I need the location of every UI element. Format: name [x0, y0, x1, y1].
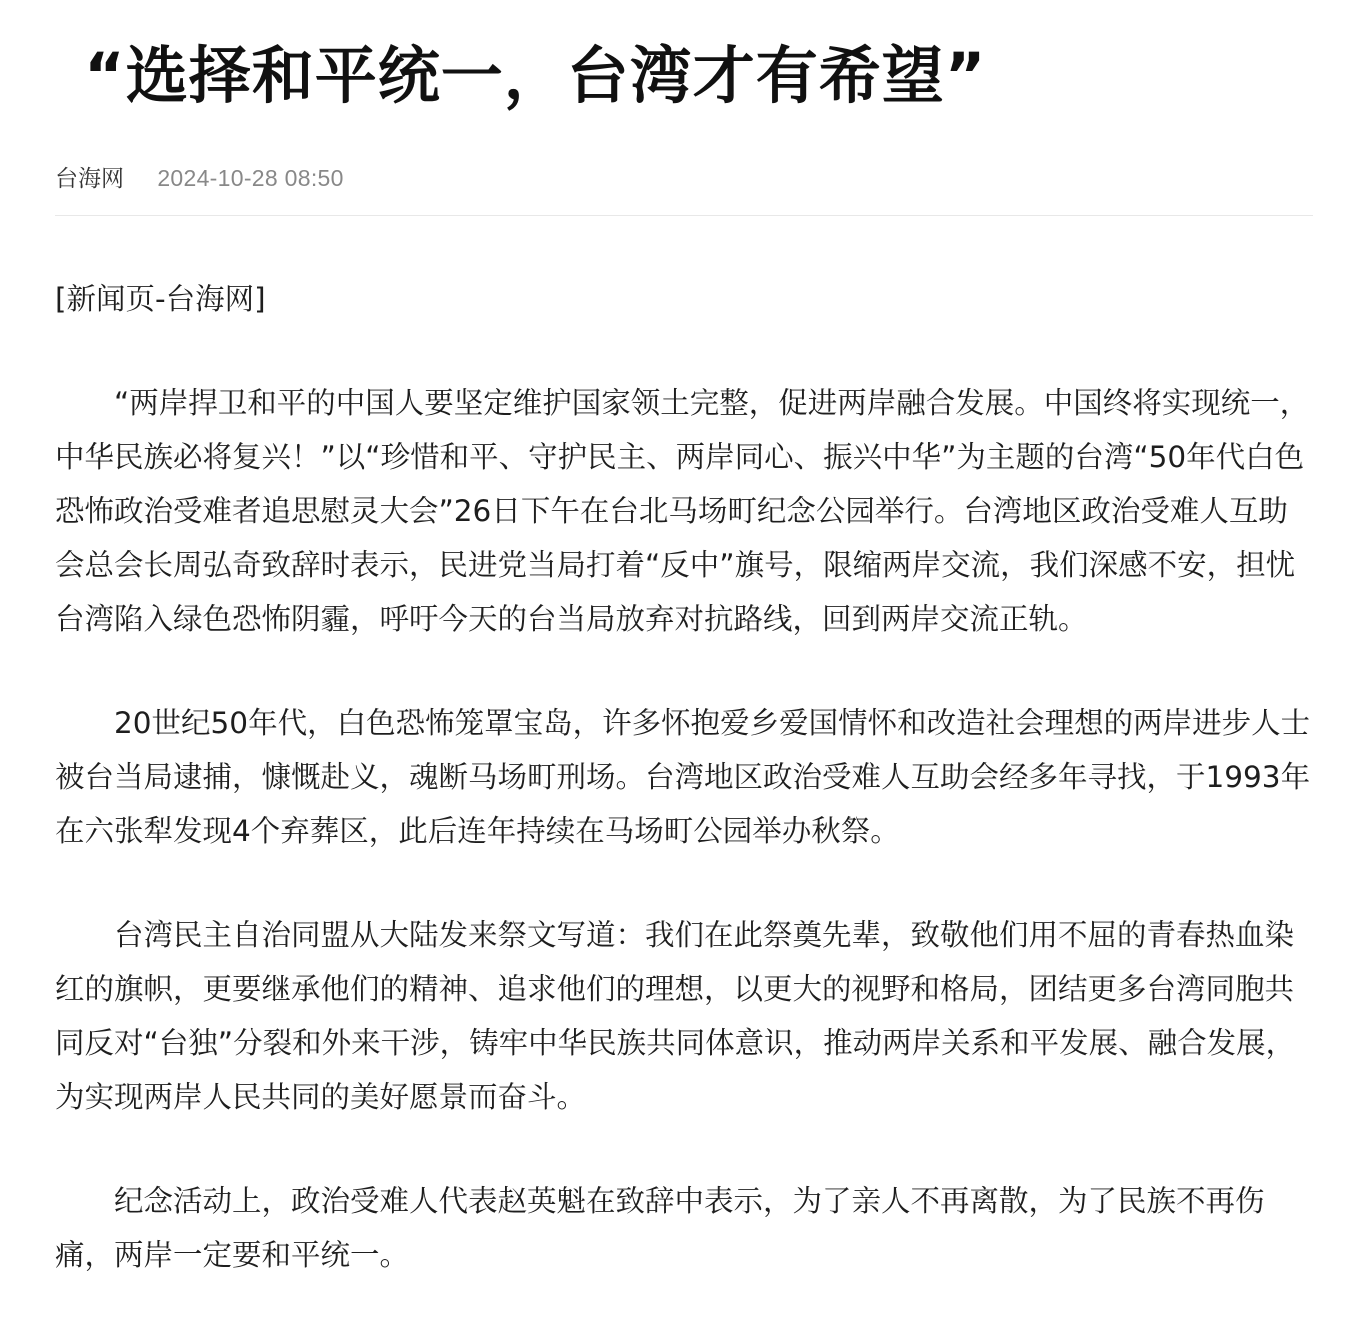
- article-source[interactable]: 台海网: [55, 166, 124, 192]
- article-paragraph: 纪念活动上，政治受难人代表赵英魁在致辞中表示，为了亲人不再离散，为了民族不再伤痛，两岸一定要和平统一。: [55, 1184, 1265, 1272]
- article-paragraph: 20世纪50年代，白色恐怖笼罩宝岛，许多怀抱爱乡爱国情怀和改造社会理想的两岸进步人士被台当局逮捕，慷慨赴义，魂断马场町刑场。台湾地区政治受难人互助会经多年寻找，于1993年在六张犁发现4个弃葬区，此后连年持续在马场町公园举办秋祭。: [55, 706, 1311, 848]
- article-paragraph: 台湾民主自治同盟从大陆发来祭文写道：我们在此祭奠先辈，致敬他们用不屈的青春热血染红的旗帜，更要继承他们的精神、追求他们的理想，以更大的视野和格局，团结更多台湾同胞共同反对“台独”分裂和外来干涉，铸牢中华民族共同体意识，推动两岸关系和平发展、融合发展，为实现两岸人民共同的美好愿景而奋斗。: [55, 918, 1296, 1114]
- article-date: 2024-10-28 08:50: [157, 165, 344, 191]
- meta-divider: [55, 215, 1313, 216]
- article-meta: [55, 160, 344, 196]
- article-body: [55, 272, 1315, 1322]
- article-lead: [新闻页-台海网]: [55, 282, 266, 316]
- article-paragraph: “两岸捍卫和平的中国人要坚定维护国家领土完整，促进两岸融合发展。中国终将实现统一，中华民族必将复兴！”以“珍惜和平、守护民主、两岸同心、振兴中华”为主题的台湾“50年代白色恐怖政治受难者追思慰灵大会”26日下午在台北马场町纪念公园举行。台湾地区政治受难人互助会总会长周弘奇致辞时表示，民进党当局打着“反中”旗号，限缩两岸交流，我们深感不安，担忧台湾陷入绿色恐怖阴霾，呼吁今天的台当局放弃对抗路线，回到两岸交流正轨。: [55, 386, 1310, 636]
- article-title: “选择和平统一，台湾才有希望”: [84, 39, 987, 112]
